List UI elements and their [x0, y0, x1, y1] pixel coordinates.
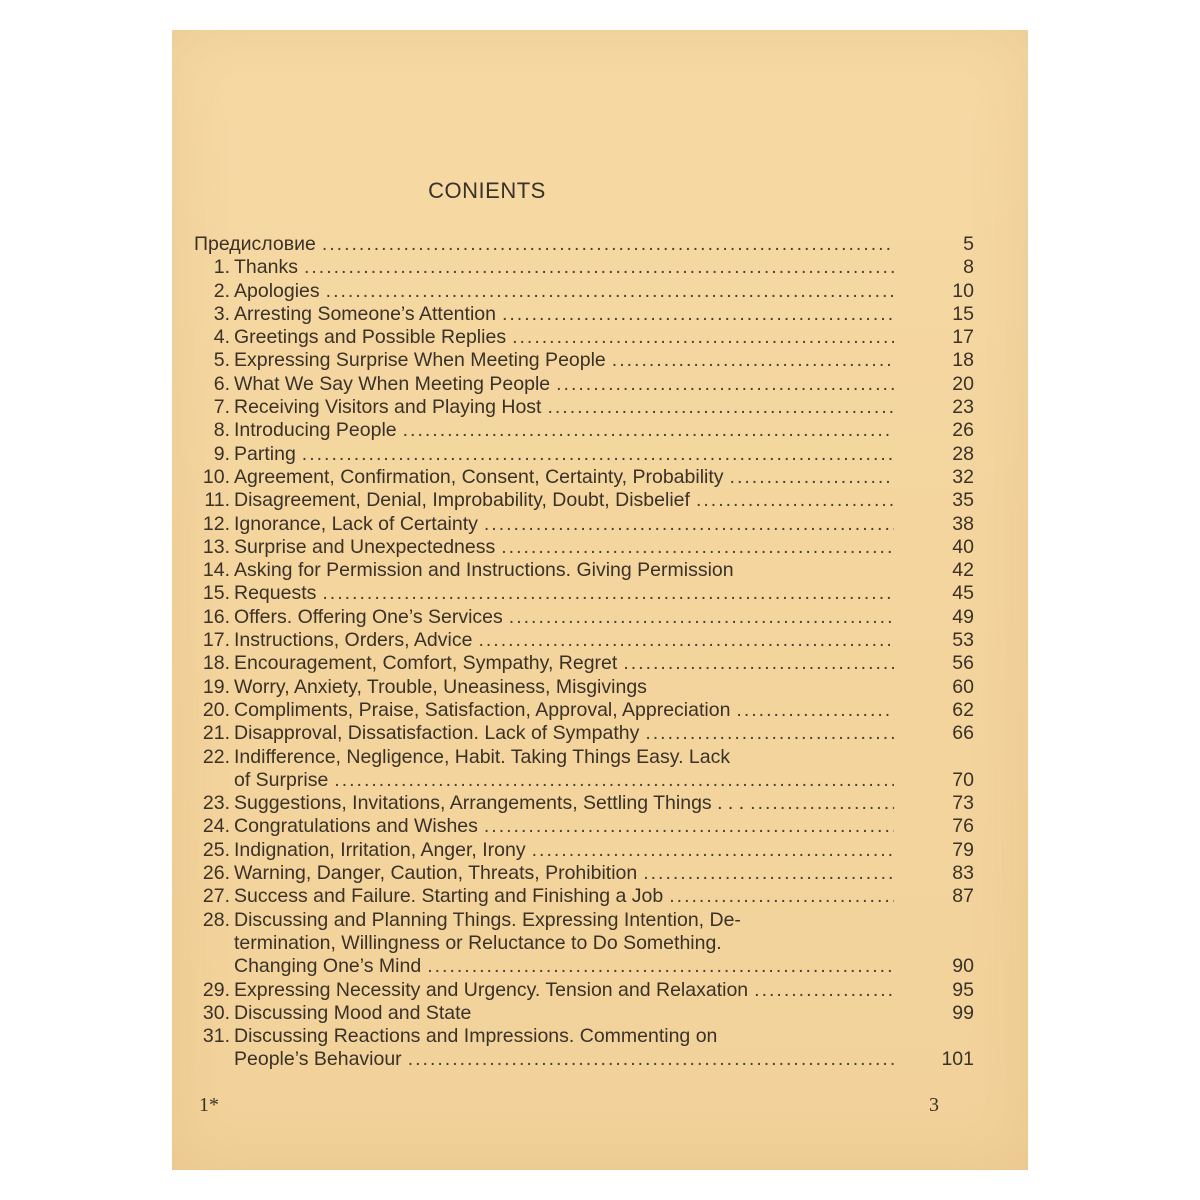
page-number: 3: [929, 1094, 939, 1116]
entry-page-number: 38: [952, 512, 974, 535]
toc-entry: [194, 396, 974, 419]
entry-page-number: 26: [952, 419, 974, 442]
entry-page-number: 28: [952, 442, 974, 465]
entry-title: Requests: [234, 582, 317, 605]
leader-dots: [532, 839, 894, 862]
entry-number: 2.: [213, 279, 230, 302]
toc-entry: [194, 1025, 974, 1048]
toc-entry: [194, 839, 974, 862]
toc-entry: [194, 722, 974, 745]
toc-entry: [194, 792, 974, 815]
entry-number: 28.: [202, 908, 230, 931]
leader-dots: [484, 815, 894, 838]
toc-entry: [194, 489, 974, 512]
entry-title: Receiving Visitors and Playing Host: [234, 396, 542, 419]
entry-page-number: 83: [952, 862, 974, 885]
entry-title: Disapproval, Dissatisfaction. Lack of Sympathy: [234, 722, 640, 745]
entry-number: 21.: [202, 722, 230, 745]
entry-page-number: 23: [952, 396, 974, 419]
toc-entry: [194, 280, 974, 303]
leader-dots: [302, 443, 894, 466]
entry-page-number: 8: [963, 256, 974, 279]
entry-page-number: 101: [941, 1048, 974, 1071]
entry-number: 23.: [202, 792, 230, 815]
entry-number: 20.: [202, 698, 230, 721]
entry-page-number: 45: [952, 582, 974, 605]
leader-dots: [669, 885, 894, 908]
toc-entry: [194, 419, 974, 442]
toc-entry-continuation: [194, 769, 974, 792]
entry-title: What We Say When Meeting People: [234, 372, 551, 395]
entry-title: Asking for Permission and Instructions. Giving Permission: [234, 559, 734, 582]
toc-entry: [194, 349, 974, 372]
entry-page-number: 10: [952, 279, 974, 302]
entry-number: 11.: [204, 489, 230, 512]
entry-number: 4.: [213, 326, 230, 349]
leader-dots: [502, 303, 894, 326]
entry-page-number: 87: [952, 885, 974, 908]
leader-dots: [556, 373, 894, 396]
leader-dots: [643, 862, 894, 885]
entry-page-number: 76: [952, 815, 974, 838]
entry-title: Agreement, Confirmation, Consent, Certainty, Probability: [234, 465, 724, 488]
leader-dots: [408, 1048, 894, 1071]
entry-number: 31.: [202, 1025, 230, 1048]
signature-mark: 1*: [199, 1094, 219, 1116]
entry-title: Apologies: [234, 279, 320, 302]
toc-entry-continuation: [194, 955, 974, 978]
entry-number: 25.: [202, 838, 230, 861]
book-page: [172, 30, 1028, 1170]
toc-entry: [194, 559, 974, 582]
entry-page-number: 90: [952, 955, 974, 978]
entry-number: 8.: [213, 419, 230, 442]
entry-title-continued: termination, Willingness or Reluctance to Do Something.: [234, 931, 722, 954]
entry-title: Expressing Surprise When Meeting People: [234, 349, 606, 372]
entry-page-number: 99: [952, 1001, 974, 1024]
entry-title: Parting: [234, 442, 296, 465]
entry-title-continued: of Surprise: [234, 768, 329, 791]
entry-number: 24.: [202, 815, 230, 838]
entry-title: Arresting Someone’s Attention: [234, 302, 496, 325]
entry-number: 12.: [202, 512, 230, 535]
entry-title: Surprise and Unexpectedness: [234, 535, 496, 558]
entry-page-number: 62: [952, 698, 974, 721]
entry-title: Introducing People: [234, 419, 397, 442]
toc-entry: [194, 373, 974, 396]
entry-page-number: 56: [952, 652, 974, 675]
entry-number: 6.: [213, 372, 230, 395]
leader-dots: [645, 722, 894, 745]
toc-entry: [194, 1002, 974, 1025]
entry-page-number: 32: [952, 465, 974, 488]
entry-page-number: 70: [952, 768, 974, 791]
leader-dots: [612, 349, 894, 372]
entry-title: Instructions, Orders, Advice: [234, 629, 473, 652]
entry-page-number: 5: [963, 233, 974, 255]
leader-dots: [754, 979, 894, 1002]
entry-page-number: 15: [952, 302, 974, 325]
entry-number: 29.: [202, 978, 230, 1001]
entry-page-number: 18: [952, 349, 974, 372]
toc-entry: [194, 256, 974, 279]
leader-dots: [326, 280, 894, 303]
toc-entry-continuation: [194, 932, 974, 955]
toc-entry: [194, 303, 974, 326]
entry-page-number: 95: [952, 978, 974, 1001]
toc-entry: [194, 443, 974, 466]
toc-entry: [194, 466, 974, 489]
toc-entry: [194, 536, 974, 559]
leader-dots: [478, 629, 894, 652]
entry-page-number: 42: [952, 559, 974, 582]
entry-title-continued: Changing One’s Mind: [234, 955, 422, 978]
entry-title-continued: People’s Behaviour: [234, 1048, 402, 1071]
leader-dots: [623, 652, 894, 675]
entry-number: 1.: [213, 256, 230, 279]
entry-number: 15.: [202, 582, 230, 605]
entry-page-number: 49: [952, 605, 974, 628]
entry-title: Congratulations and Wishes: [234, 815, 478, 838]
entry-number: 26.: [202, 862, 230, 885]
leader-dots: [403, 419, 894, 442]
entry-number: 14.: [202, 559, 230, 582]
toc-entry: [194, 909, 974, 932]
entry-title: Предисловие: [194, 233, 316, 255]
entry-title: Discussing Reactions and Impressions. Commenting on: [234, 1025, 718, 1048]
entry-number: 19.: [202, 675, 230, 698]
entry-title: Compliments, Praise, Satisfaction, Approval, Appreciation: [234, 698, 731, 721]
leader-dots: [696, 489, 894, 512]
entry-number: 16.: [202, 605, 230, 628]
entry-title: Ignorance, Lack of Certainty: [234, 512, 478, 535]
leader-dots: [427, 955, 894, 978]
toc-entry: [194, 885, 974, 908]
leader-dots: [334, 769, 894, 792]
toc-entry: [194, 233, 974, 256]
entry-title: Worry, Anxiety, Trouble, Uneasiness, Misgivings: [234, 675, 647, 698]
entry-number: 10.: [202, 465, 230, 488]
entry-number: 3.: [213, 302, 230, 325]
entry-page-number: 40: [952, 535, 974, 558]
toc-entry: [194, 979, 974, 1002]
entry-number: 17.: [202, 629, 230, 652]
entry-number: 22.: [202, 745, 230, 768]
entry-page-number: 17: [952, 326, 974, 349]
leader-dots: [736, 699, 894, 722]
entry-title: Disagreement, Denial, Improbability, Doubt, Disbelief: [234, 489, 690, 512]
toc-entry: [194, 582, 974, 605]
leader-dots: [322, 582, 894, 605]
leader-dots: [484, 513, 894, 536]
leader-dots: [322, 233, 894, 256]
entry-title: Indifference, Negligence, Habit. Taking Things Easy. Lack: [234, 745, 731, 768]
entry-page-number: 60: [952, 675, 974, 698]
leader-dots: [509, 606, 894, 629]
entry-number: 18.: [202, 652, 230, 675]
entry-page-number: 53: [952, 629, 974, 652]
toc-entry: [194, 815, 974, 838]
entry-number: 30.: [202, 1001, 230, 1024]
entry-title: Thanks: [234, 256, 298, 279]
entry-title: Suggestions, Invitations, Arrangements, Settling Things . . .: [234, 792, 745, 815]
entry-page-number: 73: [952, 792, 974, 815]
table-of-contents: [194, 233, 974, 1072]
toc-entry: [194, 606, 974, 629]
entry-page-number: 20: [952, 372, 974, 395]
entry-title: Success and Failure. Starting and Finishing a Job: [234, 885, 664, 908]
leader-dots: [730, 466, 894, 489]
entry-number: 27.: [202, 885, 230, 908]
leader-dots: [501, 536, 894, 559]
entry-number: 5.: [213, 349, 230, 372]
entry-title: Offers. Offering One’s Services: [234, 605, 503, 628]
leader-dots: [750, 792, 894, 815]
leader-dots: [547, 396, 894, 419]
toc-entry: [194, 326, 974, 349]
entry-page-number: 35: [952, 489, 974, 512]
toc-entry: [194, 746, 974, 769]
leader-dots: [512, 326, 894, 349]
entry-title: Expressing Necessity and Urgency. Tension and Relaxation: [234, 978, 749, 1001]
entry-title: Greetings and Possible Replies: [234, 326, 507, 349]
entry-number: 7.: [213, 396, 230, 419]
toc-entry: [194, 862, 974, 885]
entry-title: Encouragement, Comfort, Sympathy, Regret: [234, 652, 618, 675]
entry-title: Warning, Danger, Caution, Threats, Prohibition: [234, 862, 638, 885]
toc-entry: [194, 699, 974, 722]
entry-title: Discussing Mood and State: [234, 1001, 472, 1024]
toc-entry-continuation: [194, 1048, 974, 1071]
toc-entry: [194, 513, 974, 536]
entry-number: 13.: [202, 535, 230, 558]
entry-title: Discussing and Planning Things. Expressing Intention, De-: [234, 908, 741, 931]
page-title: CONIENTS: [428, 178, 546, 203]
entry-title: Indignation, Irritation, Anger, Irony: [234, 838, 526, 861]
entry-number: 9.: [213, 442, 230, 465]
leader-dots: [304, 256, 894, 279]
entry-page-number: 66: [952, 722, 974, 745]
toc-entry: [194, 629, 974, 652]
toc-entry: [194, 676, 974, 699]
entry-page-number: 79: [952, 838, 974, 861]
toc-entry: [194, 652, 974, 675]
